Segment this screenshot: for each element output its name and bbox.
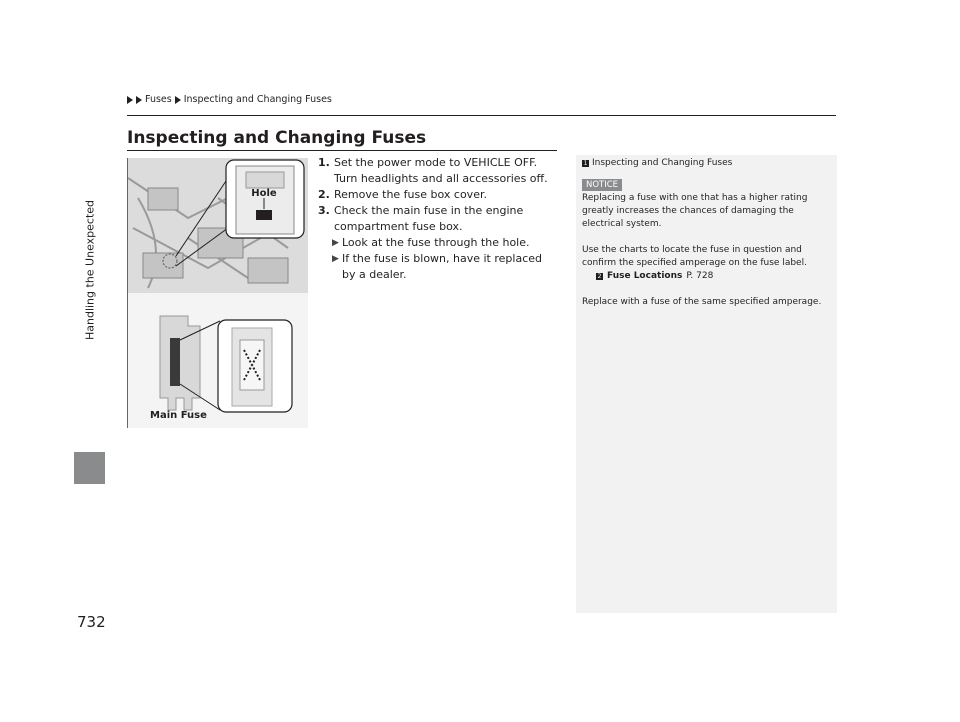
reference-icon: 1 (583, 160, 588, 167)
fuse-cover-detail (246, 172, 284, 188)
title-rule (127, 150, 557, 151)
chapter-label: Handling the Unexpected (83, 199, 97, 341)
note-paragraph: Replace with a fuse of the same specified amperage. (582, 297, 822, 307)
chapter-tab[interactable] (74, 452, 105, 484)
breadcrumb (127, 94, 332, 105)
note-heading (582, 157, 831, 170)
breadcrumb-item-fuses[interactable]: Fuses (145, 94, 172, 105)
step-text: Set the power mode to VEHICLE OFF. Turn headlights and all accessories off. (334, 156, 548, 185)
substep-text: Look at the fuse through the hole. (342, 236, 530, 249)
fuse-box-drawing (128, 158, 308, 428)
breadcrumb-arrow-icon (175, 96, 181, 104)
substep-arrow-icon: ▶ (332, 254, 339, 264)
notice-badge: NOTICE (582, 179, 622, 191)
step-number: 3. (318, 204, 330, 217)
substep-arrow-icon: ▶ (332, 238, 339, 248)
step-3 (318, 203, 558, 235)
fuse-box-illustration (127, 158, 308, 428)
header-rule (127, 115, 836, 116)
main-fuse-window (170, 338, 180, 386)
note-paragraph: Use the charts to locate the fuse in question and confirm the specified amperage on the fuse label. (582, 245, 807, 268)
main-fuse-label: Main Fuse (150, 410, 207, 421)
note-heading-text: Inspecting and Changing Fuses (592, 158, 733, 168)
substep-text: If the fuse is blown, have it replaced by a dealer. (342, 252, 542, 281)
breadcrumb-arrow-icon (127, 96, 133, 104)
breadcrumb-item-current[interactable]: Inspecting and Changing Fuses (183, 94, 332, 105)
hole-icon (256, 210, 272, 220)
step-1 (318, 155, 558, 187)
breadcrumb-arrow-icon (136, 96, 142, 104)
substep (332, 235, 558, 251)
note-sidebar (576, 155, 837, 613)
step-text: Check the main fuse in the engine compartment fuse box. (334, 204, 524, 233)
step-2 (318, 187, 558, 203)
section-title: Inspecting and Changing Fuses (127, 128, 427, 148)
step-number: 1. (318, 156, 330, 169)
substep (332, 251, 558, 283)
note-paragraph: Replacing a fuse with one that has a higher rating greatly increases the chances of damaging the electrical system. (582, 193, 808, 229)
hole-label: Hole (251, 188, 277, 199)
instruction-steps (318, 155, 558, 283)
cross-reference-icon: 2 (597, 273, 602, 280)
cross-reference-page: P. 728 (686, 271, 714, 281)
cross-reference[interactable] (596, 270, 831, 283)
step-number: 2. (318, 188, 330, 201)
cross-reference-link[interactable]: Fuse Locations (607, 271, 683, 281)
step-text: Remove the fuse box cover. (334, 188, 487, 201)
page-number: 732 (77, 613, 106, 631)
